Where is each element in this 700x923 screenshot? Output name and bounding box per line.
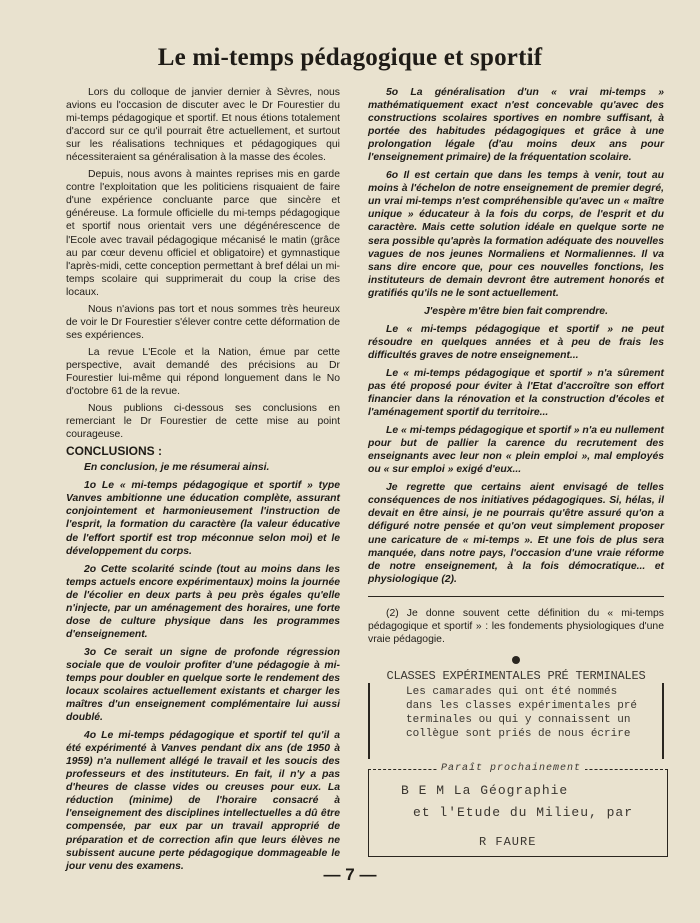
bullet-dot <box>512 656 520 664</box>
right-column <box>368 86 664 857</box>
intro-paragraph: Lors du colloque de janvier dernier à Sèvres, nous avions eu l'occasion de discuter avec le Dr Fourestier du mi-temps pédagogique et sportif. Et nous étions totalement d'accord sur ce qu'il pourrait être actuellement, et surtout sur les réalisations techniques et pédagogiques qui nécessiteraient sa généralisation à la masse des écoles. <box>66 87 340 164</box>
conclusion-paragraph: 3o Ce serait un signe de profonde régression sociale que de vouloir profiter d'une pédagogie à mi-temps pour doubler en quelque sorte le rendement des locaux scolaires actuellement existants et charger les maîtres d'un enseignement complémentaire lui aussi doublé. <box>66 646 340 724</box>
conclusion-paragraph: 6o Il est certain que dans les temps à venir, tout au moins à l'échelon de notre enseignement de premier degré, un vrai mi-temps n'est compréhensible qu'avec un « maître unique » éducateur à la fois du corps, de l'esprit et du caractère. Mais cette solution idéale en quelque sorte ne sera possible qu'après la formation adéquate des nouvelles vagues de nos jeunes Normaliens et Normaliennes. Il va sans dire encore que, pour ces nouvelles fonctions, les instituteurs de demain devront être autrement honorés et gratifiés qu'ils ne le sont actuellement. <box>368 170 664 299</box>
conclusion-paragraph: En conclusion, je me résumerai ainsi. <box>84 462 270 474</box>
conclusion-paragraph: 1o Le « mi-temps pédagogique et sportif » type Vanves ambitionne une éducation complète, assurant conjointement et harmonieusement l'instruction de l'esprit, la formation du caractère (la valeur éducative de l'effort sportif est trop méconnue selon moi) et le développement du corps. <box>66 480 340 557</box>
conclusion-paragraph: Le « mi-temps pédagogique et sportif » n'a eu nullement pour but de pallier la carence du recrutement des enseignants avec leur non « plein emploi », mal employés ou « sur emploi » exigé d'eux... <box>368 425 664 476</box>
stamp-line: B E M La Géographie <box>401 782 569 798</box>
stamp-label: Paraît prochainement <box>437 762 585 775</box>
page-title: Le mi-temps pédagogique et sportif <box>157 44 543 71</box>
left-column <box>66 86 340 878</box>
conclusion-paragraph: J'espère m'être bien fait comprendre. <box>424 305 608 317</box>
stamp-author: R FAURE <box>479 834 537 849</box>
publication-stamp <box>368 762 668 857</box>
conclusion-paragraph: Le « mi-temps pédagogique et sportif » ne peut résoudre en quelques années et à peu de frais les difficultés graves de notre enseignement... <box>368 323 664 361</box>
intro <box>66 86 340 441</box>
divider <box>368 596 664 597</box>
intro-paragraph: Depuis, nous avons à maintes reprises mis en garde contre l'exploitation que les politiciens risquaient de faire d'une expérience concluante parce que sincère et généreuse. La formule officielle du mi-temps pédagogique et sportif nous orientait vers une dégénérescence de l'Ecole avec travail pédagogique mécanisé le matin (grâce au par cœur devenu officiel et obligatoire) et gymnastique l'après-midi, cette conception permettant à bref délai un mi-temps scolaire qui supprimerait du coup la crise des locaux. <box>66 169 340 298</box>
conclusion-paragraph: Je regrette que certains aient envisagé de telles conséquences de nos initiatives pédagogiques. Si, hélas, il devait en être ainsi, je ne pourrais qu'être assuré qu'on a défiguré notre pensée et qu'on veut simplement proposer une caricature de « mi-temps ». Et une fois de plus sera manquée, dans notre pays, l'occasion d'une vraie réforme de notre enseignement, à la fois démocratique... et physiologique (2). <box>368 482 664 585</box>
intro-paragraph: Nous publions ci-dessous ses conclusions en remerciant le Dr Fourestier de cette mise au point courageuse. <box>66 403 340 441</box>
conclusions-heading: CONCLUSIONS : <box>66 444 162 459</box>
intro-paragraph: Nous n'avions pas tort et nous sommes très heureux de voir le Dr Fourestier s'élever contre cette déformation de ses expériences. <box>66 303 340 341</box>
conclusion-paragraph: 2o Cette scolarité scinde (tout au moins dans les temps actuels encore expérimentaux) moins la journée de l'écolier en deux parts à peu près égales qu'elle n'injecte, par un aménagement des horaires, une forte dose de culture physique dans les programmes d'enseignement. <box>66 563 340 640</box>
classes-notice-title: CLASSES EXPÉRIMENTALES PRÉ TERMINALES <box>386 668 646 683</box>
conclusion-paragraph: 5o La généralisation d'un « vrai mi-temps » mathématiquement exact n'est concevable qu'avec des constructions scolaires sportives en nombre suffisant, à portée des habitudes pédagogiques et grâce à une prolongation légale (d'au moins deux ans pour l'enseignement primaire) de la fréquentation scolaire. <box>368 87 664 164</box>
conclusions <box>66 461 340 872</box>
conclusion-paragraph: 4o Le mi-temps pédagogique et sportif tel qu'il a été expérimenté à Vanves pendant dix ans (de 1950 à 1959) n'a nullement allégé le travail et les soucis des professeurs et des instituteurs. En fait, il n'y a pas d'heures de classe vides ou creuses pour eux. La réduction (minime) de l'horaire consacré à l'enseignement des disciplines intellectuelles a dû être compensée, par eux par un travail approprié de préparation et de correction afin que leurs élèves ne subissent aucune perte pédagogique dommageable le jour venu des examens. <box>66 730 340 872</box>
stamp-line: et l'Etude du Milieu, par <box>413 804 634 820</box>
page-number: — 7 — <box>323 865 377 884</box>
intro-paragraph: La revue L'Ecole et la Nation, émue par cette perspective, avait demandé des précisions au Dr Fourestier lui-même qui répond longuement dans le No d'octobre 61 de la revue. <box>66 346 340 398</box>
classes-notice-box <box>368 683 664 759</box>
classes-notice-text: Les camarades qui ont été nommés dans les classes expérimentales pré terminales ou qui y connaissent un collègue sont priés de nous écrire <box>406 685 638 740</box>
conclusions-continued <box>368 86 664 586</box>
conclusion-paragraph: Le « mi-temps pédagogique et sportif » n'a sûrement pas été proposé pour éviter à l'Etat d'accroître son effort financier dans la rénovation et la construction d'écoles et l'aménagement sportif du territoire... <box>368 367 664 419</box>
footnote: (2) Je donne souvent cette définition du « mi-temps pédagogique et sportif » : les fondements physiologiques d'une vraie pédagogie. <box>368 607 664 645</box>
